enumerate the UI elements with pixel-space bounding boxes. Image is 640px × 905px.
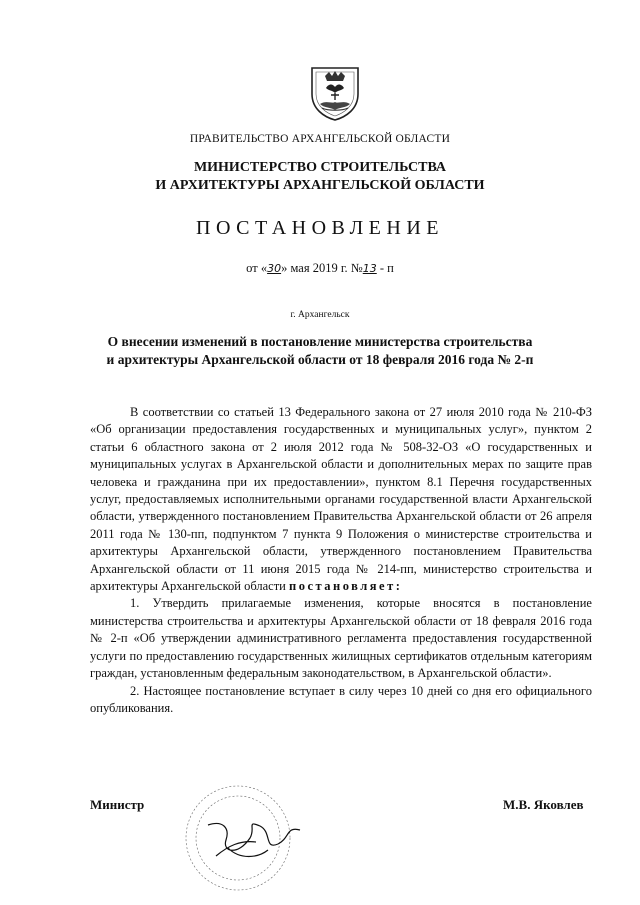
preamble-paragraph <box>90 404 592 595</box>
government-name: ПРАВИТЕЛЬСТВО АРХАНГЕЛЬСКОЙ ОБЛАСТИ <box>189 133 451 145</box>
subject-line-1: О внесении изменений в постановление министерства строительства <box>107 334 533 349</box>
subject-line-2: и архитектуры Архангельской области от 18 февраля 2016 года № 2-п <box>106 352 534 367</box>
document-date-number <box>0 261 640 276</box>
document-type-title: ПОСТАНОВЛЕНИЕ <box>196 217 444 239</box>
official-seal-stamp <box>168 770 318 905</box>
decree-word: постановляет: <box>289 579 403 594</box>
document-body <box>90 404 592 717</box>
signatory-name: М.В. Яковлев <box>503 797 584 812</box>
handwritten-signature <box>208 823 300 856</box>
coat-of-arms-icon <box>308 64 362 122</box>
document-subject <box>0 333 640 369</box>
number-suffix: - п <box>376 261 394 275</box>
date-middle: » мая 2019 г. № <box>281 261 363 275</box>
signatory-position: Министр <box>90 797 145 812</box>
item-2-paragraph: 2. Настоящее постановление вступает в силу через 10 дней со дня его официального опубликования. <box>90 683 592 715</box>
date-prefix: от « <box>246 261 268 275</box>
preamble-text: В соответствии со статьей 13 Федерального закона от 27 июля 2010 года № 210-ФЗ «Об организации предоставления государственных и муниципальных услуг», пунктом 2 статьи 6 областного закона от 2 июля 2012 года № 508-32-ОЗ «О государственных и муниципальных услугах в Архангельской области и дополнительных мерах по защите прав человека и гражданина при их предоставлении», пунктом 8.1 Перечня государственных услуг, предоставляемых исполнительными органами государственной власти Архангельской области, утвержденного постановлением Правительства Архангельской области от 26 апреля 2011 года № 130-пп, подпунктом 7 пункта 9 Положения о министерстве строительства и архитектуры Архангельской области, утвержденного постановлением Правительства Архангельской области от 11 июня 2015 года № 214-пп, министерство строительства и архитектуры Архангельской области <box>90 405 592 594</box>
date-day-handwritten: 30 <box>267 262 282 275</box>
city-name: г. Архангельск <box>290 310 350 320</box>
ministry-name <box>0 159 640 195</box>
document-number-handwritten: 13 <box>362 262 377 275</box>
ministry-name-line-2: И АРХИТЕКТУРЫ АРХАНГЕЛЬСКОЙ ОБЛАСТИ <box>155 178 485 193</box>
item-1-paragraph: 1. Утвердить прилагаемые изменения, которые вносятся в постановление министерства строительства и архитектуры Архангельской области от 18 февраля 2016 года № 2-п «Об утверждении административного регламента предоставления государственной услуги по предоставлению государственных жилищных сертификатов отдельным категориям граждан, установленным федеральным законодательством, в Архангельской области». <box>90 596 592 681</box>
ministry-name-line-1: МИНИСТЕРСТВО СТРОИТЕЛЬСТВА <box>193 160 447 175</box>
